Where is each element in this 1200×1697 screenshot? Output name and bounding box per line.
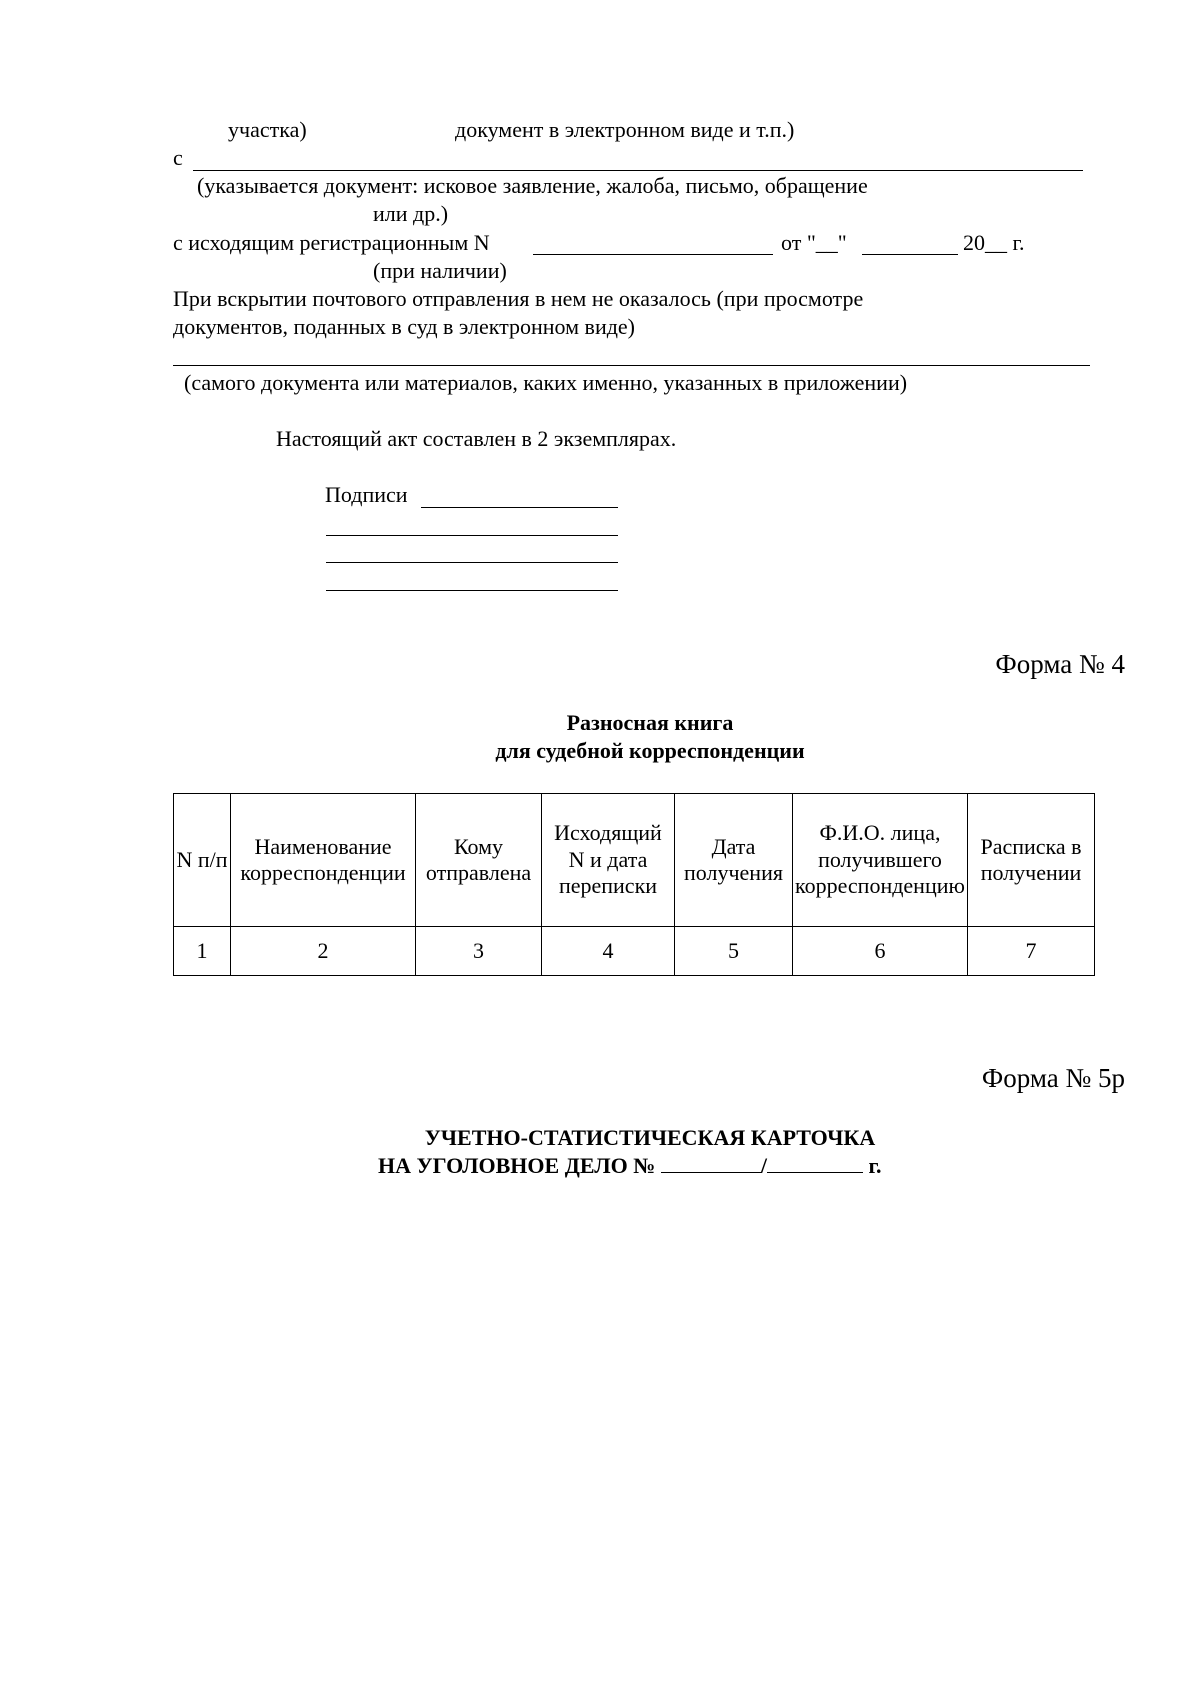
form5-title-line2 xyxy=(378,1153,881,1179)
text-dokumentov-podannyh: документов, поданных в суд в электронном виде) xyxy=(173,314,635,339)
text-samogo-dokumenta: (самого документа или материалов, каких именно, указанных в приложении) xyxy=(184,370,908,395)
column-number: 5 xyxy=(675,927,793,976)
text-year: 20__ г. xyxy=(963,230,1025,255)
column-number: 1 xyxy=(174,927,231,976)
blank-line-month xyxy=(862,254,958,255)
form4-title-line1: Разносная книга xyxy=(566,710,734,735)
text-document-electronic: документ в электронном виде и т.п.) xyxy=(455,117,795,142)
column-header: N п/п xyxy=(174,794,231,927)
column-header: Исходящий N и дата переписки xyxy=(542,794,675,927)
column-number: 2 xyxy=(231,927,416,976)
blank-line-missing xyxy=(173,365,1090,366)
text-ishodyashchim: с исходящим регистрационным N xyxy=(173,230,490,255)
column-header: Расписка в получении xyxy=(968,794,1095,927)
form4-title-line2: для судебной корреспонденции xyxy=(495,738,805,763)
text-uchastka: участка) xyxy=(228,117,307,142)
forma-5r-label: Форма № 5р xyxy=(981,1063,1125,1093)
column-header: Дата получения xyxy=(675,794,793,927)
column-number: 7 xyxy=(968,927,1095,976)
case-number-blank xyxy=(661,1171,761,1173)
text-pri-vskrytii: При вскрытии почтового отправления в нем не оказалось (при просмотре xyxy=(173,286,864,311)
text-ot-date: от "__" xyxy=(781,230,847,255)
form5-title-line1: УЧЕТНО-СТАТИСТИЧЕСКАЯ КАРТОЧКА xyxy=(424,1125,876,1150)
text-akt-sostavlen: Настоящий акт составлен в 2 экземплярах. xyxy=(276,426,677,451)
forma-4-label: Форма № 4 xyxy=(995,649,1125,679)
table-header-row xyxy=(174,794,1095,927)
blank-line-document xyxy=(193,170,1083,171)
column-header: Ф.И.О. лица, получившего корреспонденцию xyxy=(793,794,968,927)
column-number: 6 xyxy=(793,927,968,976)
column-number: 4 xyxy=(542,927,675,976)
form5-title-prefix: НА УГОЛОВНОЕ ДЕЛО № xyxy=(378,1153,656,1178)
signature-line-2 xyxy=(326,535,618,536)
form5-title-suffix: г. xyxy=(868,1153,882,1178)
column-header: Кому отправлена xyxy=(416,794,542,927)
text-s: с xyxy=(173,145,183,170)
case-year-blank xyxy=(767,1171,863,1173)
signature-line-4 xyxy=(326,590,618,591)
text-pri-nalichii: (при наличии) xyxy=(373,258,507,283)
case-number-separator: / xyxy=(760,1153,767,1178)
text-ili-dr: или др.) xyxy=(373,201,449,226)
text-podpisi: Подписи xyxy=(325,482,408,507)
text-ukazyvaetsya: (указывается документ: исковое заявление, жалоба, письмо, обращение xyxy=(197,173,868,198)
signature-line-3 xyxy=(326,562,618,563)
blank-line-reg-number xyxy=(533,254,773,255)
correspondence-table xyxy=(173,793,1095,976)
table-row xyxy=(174,927,1095,976)
signature-line-1 xyxy=(421,507,618,508)
column-number: 3 xyxy=(416,927,542,976)
column-header: Наименование корреспонденции xyxy=(231,794,416,927)
